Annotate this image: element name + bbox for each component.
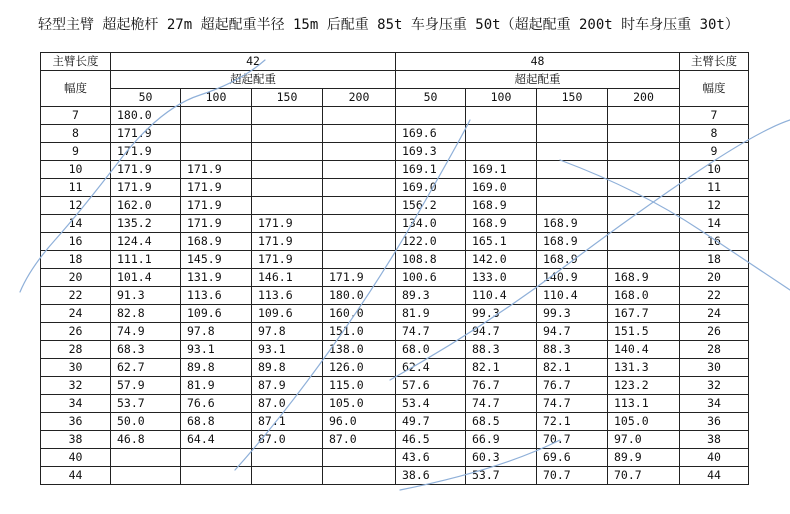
radius-cell-left: 7 [41,107,111,125]
radius-cell-right: 38 [680,431,749,449]
load-cell-48 [537,143,608,161]
load-cell-48: 76.7 [466,377,537,395]
load-cell-48 [537,107,608,125]
load-cell-42: 171.9 [181,197,252,215]
load-cell-42 [323,233,396,251]
load-cell-48: 70.7 [608,467,680,485]
load-cell-42 [181,125,252,143]
load-cell-48: 82.1 [537,359,608,377]
radius-cell-right: 9 [680,143,749,161]
load-cell-42: 96.0 [323,413,396,431]
load-cell-42 [252,161,323,179]
load-cell-42 [323,467,396,485]
load-cell-42: 113.6 [181,287,252,305]
radius-cell-right: 24 [680,305,749,323]
radius-cell-right: 28 [680,341,749,359]
cw-42-200: 200 [323,89,396,107]
load-cell-48: 94.7 [466,323,537,341]
cw-48-50: 50 [396,89,466,107]
load-cell-48 [537,179,608,197]
load-cell-42: 81.9 [181,377,252,395]
load-cell-42 [181,143,252,161]
load-cell-48: 113.1 [608,395,680,413]
load-cell-42: 53.7 [111,395,181,413]
load-cell-48: 122.0 [396,233,466,251]
radius-cell-right: 32 [680,377,749,395]
cw-42-50: 50 [111,89,181,107]
radius-cell-left: 36 [41,413,111,431]
load-cell-42 [181,107,252,125]
radius-cell-left: 10 [41,161,111,179]
load-cell-42: 171.9 [111,179,181,197]
load-cell-48: 169.1 [466,161,537,179]
load-cell-48: 110.4 [537,287,608,305]
load-cell-48: 131.3 [608,359,680,377]
load-cell-48: 123.2 [608,377,680,395]
load-cell-42: 171.9 [252,233,323,251]
table-row [41,269,749,287]
load-cell-42 [111,467,181,485]
counterweight-label-48: 超起配重 [396,71,680,89]
load-cell-42: 146.1 [252,269,323,287]
load-cell-42: 93.1 [181,341,252,359]
load-cell-42: 180.0 [111,107,181,125]
load-cell-42: 171.9 [323,269,396,287]
boom-length-label-left: 主臂长度 [41,53,111,71]
load-cell-48: 169.0 [466,179,537,197]
radius-cell-left: 32 [41,377,111,395]
load-cell-42 [323,161,396,179]
radius-cell-right: 16 [680,233,749,251]
load-cell-48: 169.3 [396,143,466,161]
load-cell-42 [252,107,323,125]
load-cell-48: 69.6 [537,449,608,467]
load-cell-48: 68.0 [396,341,466,359]
cw-42-100: 100 [181,89,252,107]
load-cell-48: 89.9 [608,449,680,467]
load-cell-48 [608,233,680,251]
radius-cell-left: 18 [41,251,111,269]
load-cell-42: 46.8 [111,431,181,449]
cw-42-150: 150 [252,89,323,107]
load-cell-42: 124.4 [111,233,181,251]
load-cell-48: 70.7 [537,431,608,449]
load-cell-48: 46.5 [396,431,466,449]
load-cell-48 [608,143,680,161]
load-cell-42 [323,449,396,467]
load-cell-48: 110.4 [466,287,537,305]
load-cell-42: 171.9 [252,251,323,269]
radius-cell-right: 14 [680,215,749,233]
load-cell-42: 62.7 [111,359,181,377]
load-cell-42: 68.8 [181,413,252,431]
load-cell-42: 74.9 [111,323,181,341]
radius-cell-left: 26 [41,323,111,341]
load-cell-48: 168.9 [537,233,608,251]
table-row [41,377,749,395]
load-cell-42 [252,179,323,197]
load-cell-48 [608,251,680,269]
radius-cell-right: 12 [680,197,749,215]
load-cell-48: 49.7 [396,413,466,431]
radius-cell-right: 26 [680,323,749,341]
cw-48-150: 150 [537,89,608,107]
load-cell-42: 131.9 [181,269,252,287]
load-cell-48: 74.7 [466,395,537,413]
header-row-counterweight [41,71,749,89]
load-cell-42: 105.0 [323,395,396,413]
load-cell-48: 151.5 [608,323,680,341]
load-cell-42: 89.8 [252,359,323,377]
radius-cell-right: 34 [680,395,749,413]
load-cell-42: 138.0 [323,341,396,359]
load-cell-48 [608,215,680,233]
load-cell-42: 109.6 [252,305,323,323]
table-row [41,413,749,431]
load-cell-48 [608,161,680,179]
load-cell-48: 82.1 [466,359,537,377]
load-cell-48: 108.8 [396,251,466,269]
load-cell-42 [252,143,323,161]
load-cell-48: 89.3 [396,287,466,305]
load-cell-48: 168.9 [537,251,608,269]
load-cell-48: 105.0 [608,413,680,431]
load-cell-42: 135.2 [111,215,181,233]
table-row [41,125,749,143]
load-cell-48 [466,125,537,143]
load-cell-48: 169.1 [396,161,466,179]
load-cell-48: 53.4 [396,395,466,413]
load-cell-48: 57.6 [396,377,466,395]
page-title: 轻型主臂 超起桅杆 27m 超起配重半径 15m 后配重 85t 车身压重 50t（超起配重 200t 时车身压重 30t） [38,17,739,33]
load-cell-48: 68.5 [466,413,537,431]
load-cell-48: 72.1 [537,413,608,431]
radius-cell-left: 12 [41,197,111,215]
load-cell-48: 81.9 [396,305,466,323]
load-cell-42: 171.9 [111,143,181,161]
load-cell-42 [323,215,396,233]
load-cell-42: 168.9 [181,233,252,251]
load-cell-42 [181,449,252,467]
radius-cell-right: 11 [680,179,749,197]
load-cell-48: 66.9 [466,431,537,449]
load-cell-42: 57.9 [111,377,181,395]
load-cell-42: 113.6 [252,287,323,305]
table-row [41,215,749,233]
radius-cell-left: 9 [41,143,111,161]
boom-length-label-right: 主臂长度 [680,53,749,71]
load-cell-48: 165.1 [466,233,537,251]
boom-length-48: 48 [396,53,680,71]
radius-cell-left: 44 [41,467,111,485]
load-cell-48: 70.7 [537,467,608,485]
load-cell-42 [252,125,323,143]
load-cell-48: 99.3 [466,305,537,323]
table-row [41,323,749,341]
radius-cell-right: 18 [680,251,749,269]
load-cell-48: 169.6 [396,125,466,143]
radius-cell-left: 24 [41,305,111,323]
table-row [41,251,749,269]
load-cell-42: 50.0 [111,413,181,431]
load-cell-42: 171.9 [252,215,323,233]
radius-cell-left: 30 [41,359,111,377]
load-cell-48: 140.9 [537,269,608,287]
load-cell-42: 68.3 [111,341,181,359]
load-cell-48: 60.3 [466,449,537,467]
load-cell-48 [608,107,680,125]
load-cell-42 [181,467,252,485]
table-row [41,449,749,467]
radius-label-left: 幅度 [41,71,111,107]
load-cell-48: 88.3 [466,341,537,359]
load-cell-42 [252,197,323,215]
load-cell-48: 38.6 [396,467,466,485]
load-cell-48: 99.3 [537,305,608,323]
load-cell-48: 134.0 [396,215,466,233]
load-cell-42: 171.9 [181,179,252,197]
load-cell-48: 133.0 [466,269,537,287]
table-row [41,197,749,215]
load-cell-42: 87.0 [323,431,396,449]
load-cell-48: 88.3 [537,341,608,359]
radius-cell-right: 7 [680,107,749,125]
load-cell-48: 62.4 [396,359,466,377]
load-cell-48: 168.9 [466,215,537,233]
load-cell-42: 171.9 [181,161,252,179]
load-cell-42 [323,197,396,215]
load-cell-48: 100.6 [396,269,466,287]
load-cell-48 [466,107,537,125]
load-cell-48: 53.7 [466,467,537,485]
load-cell-48 [608,179,680,197]
load-cell-42: 87.9 [252,377,323,395]
radius-cell-right: 44 [680,467,749,485]
radius-cell-left: 28 [41,341,111,359]
header-row-counterweight-values [41,89,749,107]
load-cell-48: 168.9 [466,197,537,215]
load-cell-42: 91.3 [111,287,181,305]
load-cell-48: 167.7 [608,305,680,323]
radius-cell-right: 40 [680,449,749,467]
table-row [41,305,749,323]
load-cell-48: 168.0 [608,287,680,305]
radius-cell-left: 40 [41,449,111,467]
load-cell-42: 64.4 [181,431,252,449]
table-row [41,467,749,485]
radius-cell-right: 20 [680,269,749,287]
load-cell-42: 101.4 [111,269,181,287]
load-cell-48: 74.7 [537,395,608,413]
load-cell-42 [252,467,323,485]
cw-48-100: 100 [466,89,537,107]
load-chart-table [40,52,749,485]
radius-cell-right: 22 [680,287,749,305]
load-cell-42: 162.0 [111,197,181,215]
radius-cell-right: 10 [680,161,749,179]
load-cell-42: 171.9 [111,125,181,143]
radius-cell-left: 11 [41,179,111,197]
table-row [41,359,749,377]
radius-cell-left: 20 [41,269,111,287]
load-cell-42: 111.1 [111,251,181,269]
load-cell-42 [323,125,396,143]
load-cell-42: 126.0 [323,359,396,377]
load-cell-42: 145.9 [181,251,252,269]
load-cell-42: 115.0 [323,377,396,395]
table-row [41,287,749,305]
load-cell-48: 74.7 [396,323,466,341]
load-cell-42 [111,449,181,467]
load-cell-48: 169.0 [396,179,466,197]
load-cell-42 [323,143,396,161]
load-cell-48: 140.4 [608,341,680,359]
table-row [41,341,749,359]
table-row [41,179,749,197]
load-cell-42 [323,107,396,125]
radius-cell-left: 16 [41,233,111,251]
load-cell-42: 76.6 [181,395,252,413]
load-cell-42: 82.8 [111,305,181,323]
counterweight-label-42: 超起配重 [111,71,396,89]
load-cell-48: 94.7 [537,323,608,341]
load-cell-42: 87.0 [252,431,323,449]
load-cell-48: 168.9 [608,269,680,287]
load-cell-48 [537,161,608,179]
load-cell-42 [323,179,396,197]
load-cell-42: 89.8 [181,359,252,377]
radius-cell-left: 8 [41,125,111,143]
load-cell-48 [466,143,537,161]
load-cell-42 [252,449,323,467]
table-row [41,107,749,125]
table-row [41,161,749,179]
load-cell-48 [608,125,680,143]
load-cell-42: 97.8 [181,323,252,341]
radius-cell-left: 22 [41,287,111,305]
table-row [41,395,749,413]
radius-cell-right: 30 [680,359,749,377]
load-cell-42 [323,251,396,269]
load-cell-48: 43.6 [396,449,466,467]
load-cell-42: 97.8 [252,323,323,341]
radius-label-right: 幅度 [680,71,749,107]
load-cell-42: 109.6 [181,305,252,323]
boom-length-42: 42 [111,53,396,71]
radius-cell-left: 34 [41,395,111,413]
radius-cell-right: 8 [680,125,749,143]
load-cell-48: 156.2 [396,197,466,215]
cw-48-200: 200 [608,89,680,107]
header-row-boom-length [41,53,749,71]
load-cell-48 [608,197,680,215]
radius-cell-left: 38 [41,431,111,449]
load-cell-42: 151.0 [323,323,396,341]
load-cell-42: 171.9 [181,215,252,233]
radius-cell-right: 36 [680,413,749,431]
load-cell-42: 87.1 [252,413,323,431]
table-row [41,143,749,161]
table-row [41,431,749,449]
load-cell-48: 142.0 [466,251,537,269]
load-cell-48: 97.0 [608,431,680,449]
load-cell-42: 87.0 [252,395,323,413]
load-cell-48 [537,125,608,143]
load-cell-48: 76.7 [537,377,608,395]
load-cell-48 [396,107,466,125]
load-cell-42: 160.0 [323,305,396,323]
load-cell-42: 171.9 [111,161,181,179]
load-cell-48 [537,197,608,215]
radius-cell-left: 14 [41,215,111,233]
load-cell-42: 93.1 [252,341,323,359]
load-cell-42: 180.0 [323,287,396,305]
load-cell-48: 168.9 [537,215,608,233]
load-chart-body [41,53,749,485]
table-row [41,233,749,251]
